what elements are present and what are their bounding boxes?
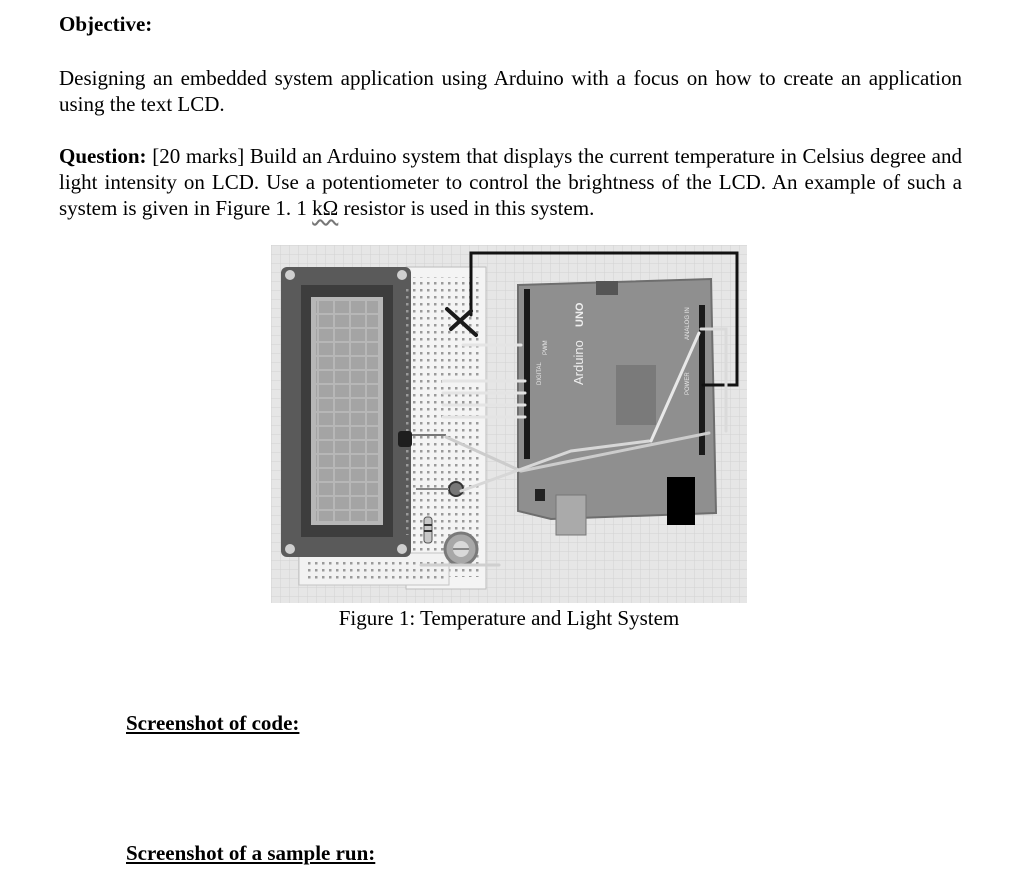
lcd-module [281, 267, 411, 557]
circuit-figure [271, 245, 747, 603]
objective-heading: Objective: [59, 12, 153, 36]
code-screenshot-heading: Screenshot of code: [126, 711, 300, 735]
pwm-pin-label: PWM [543, 340, 549, 355]
circuit-diagram [271, 245, 747, 603]
analog-pin-label: ANALOG IN [685, 307, 691, 340]
resistor-unit: kΩ [312, 196, 339, 220]
figure-caption: Figure 1: Temperature and Light System [338, 606, 680, 630]
resistor [424, 517, 432, 543]
uno-label: UNO [574, 302, 586, 327]
arduino-board [518, 279, 716, 535]
question-label: Question: [59, 144, 147, 168]
question-paragraph [59, 143, 962, 221]
arduino-label: Arduino [571, 340, 586, 385]
question-text-after-unit: resistor is used in this system. [338, 196, 595, 220]
potentiometer [445, 533, 477, 565]
digital-pin-label: DIGITAL [537, 362, 543, 385]
question-text-before-unit: [20 marks] Build an Arduino system that displays the current temperature in Celsius degree and light intensity on LCD. Use a potentiometer to control the brightness of the LCD. An example of such a system is given in Figure 1. 1 [59, 144, 962, 220]
power-pin-label: POWER [685, 372, 691, 395]
sample-run-heading: Screenshot of a sample run: [126, 841, 376, 865]
intro-paragraph: Designing an embedded system application using Arduino with a focus on how to create an application using the text LCD. [59, 66, 962, 116]
